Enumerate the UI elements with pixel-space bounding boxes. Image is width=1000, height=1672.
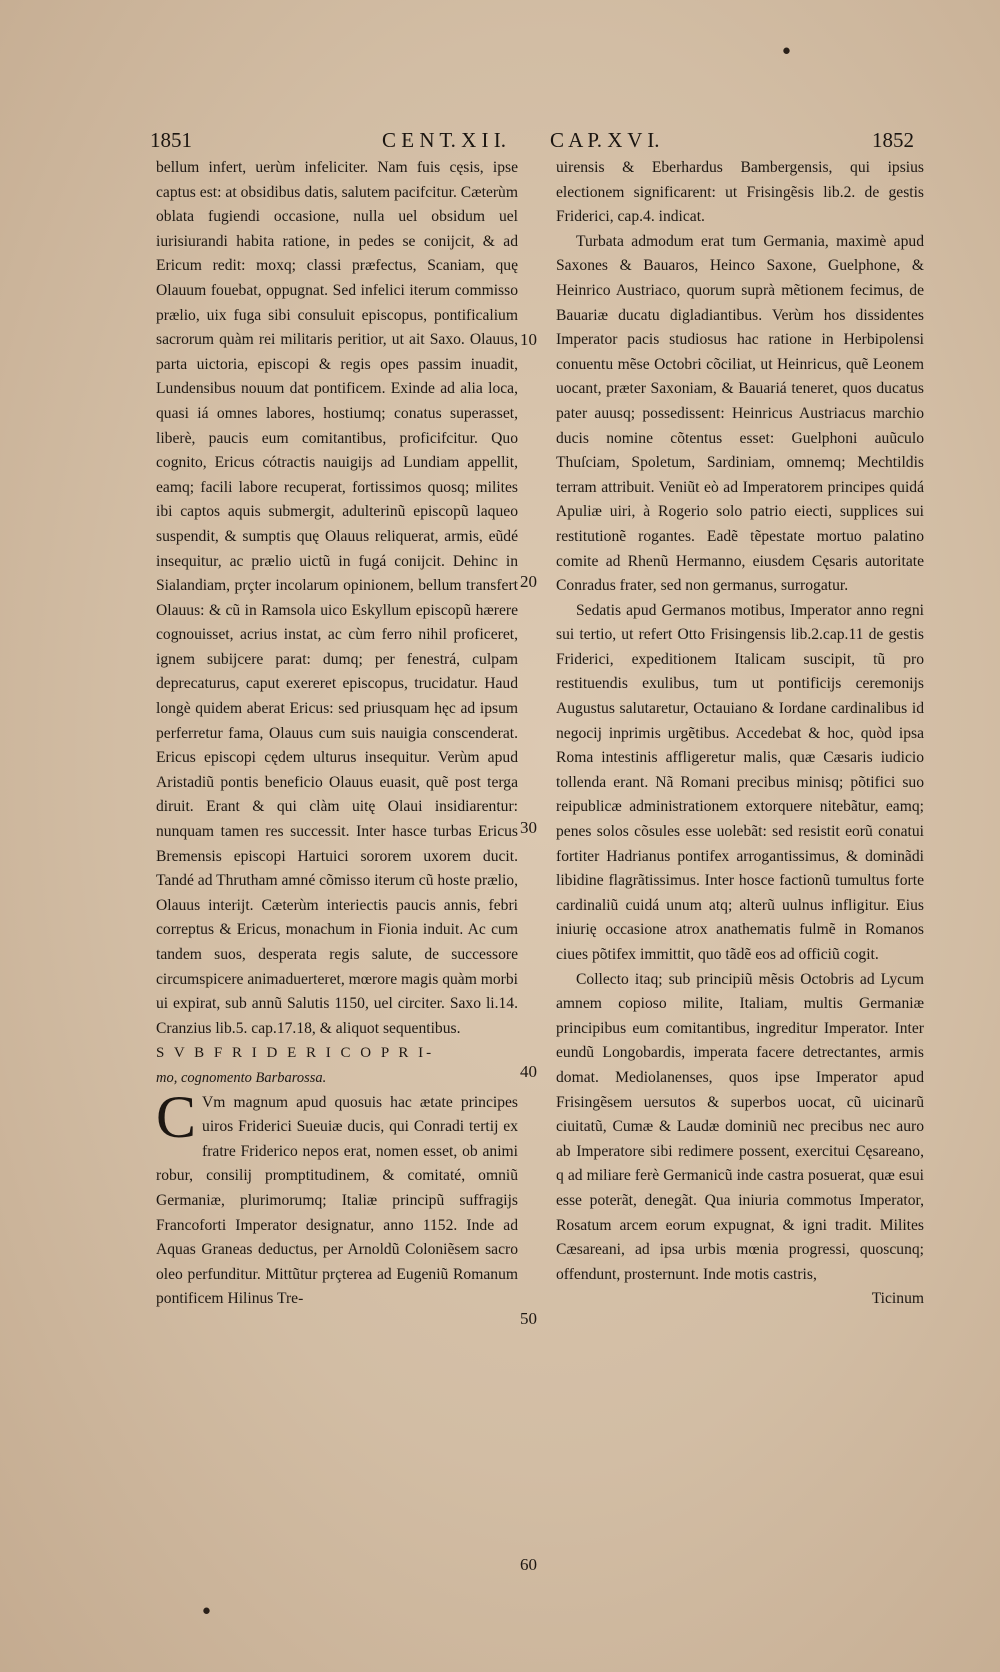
running-head bbox=[150, 128, 920, 158]
line-number-40: 40 bbox=[520, 1062, 537, 1081]
line-number-30: 30 bbox=[520, 818, 537, 837]
right-column bbox=[556, 156, 924, 1312]
line-number-60: 60 bbox=[520, 1555, 537, 1574]
right-paragraph-1: uirensis & Eberhardus Bambergensis, qui ipsius electionem significarent: ut Frisingẽsis lib.2. de gestis Friderici, cap.4. indicat. bbox=[556, 159, 924, 226]
right-paragraph-2: Turbata admodum erat tum Germania, maximè apud Saxones & Bauaros, Heinco Saxone, Guelphone, & Heinrico Austriaco, quorum suprà mẽtionem fecimus, de Bauariæ ducatu digladiantibus. Verùm hos dissidentes Imperator pacis studiosus hac ratione in Herbipolensi conuentu mẽse Octobri cõciliat, ut Heinricus, quẽ Leonem uocant, præter Saxoniam, & Bauariá teneret, quos ducatus pater auusq; possedissent: Heinricus Austriacus marchio ducis nomine cõtentus esset: Guelphoni auũculo Thuſciam, Spoletum, Sardiniam, omnemq; Mechtildis terram attribuit. Veniũt eò ad Imperatorem principes quidá Apuliæ uiri, à Rogerio solo patrio eiecti, supplices sui restitutionẽ rogantes. Eadẽ tẽpestate mortuo palatino comite ad Rhenũ Hermanno, eiusdem Cęsaris autoritate Conradus frater, sed non germanus, surrogatur. bbox=[556, 232, 924, 595]
line-number-10: 10 bbox=[520, 330, 537, 349]
century-label: C E N T. X I I. bbox=[382, 128, 507, 152]
right-page-number: 1852 bbox=[872, 128, 914, 152]
section-heading: S V B F R I D E R I C O P R I- bbox=[156, 1045, 435, 1062]
left-column bbox=[156, 156, 518, 1312]
section-subheading: mo, cognomento Barbarossa. bbox=[156, 1069, 327, 1086]
right-paragraph-4: Collecto itaq; sub principiũ mẽsis Octobris ad Lycum amnem copioso milite, Italiam, multis Germaniæ principibus eum comitantibus, ingreditur Imperator. Inter eundũ Longobardis, imperata facere detrectantes, armis domat. Mediolanenses, quos ipse Imperator apud Frisingẽsem uersutos & superbos uocat, cũ uicinarũ ciuitatũ, Cumæ & Laudæ dominiũ nec precibus nec auro ab Imperatore sibi redimere possent, exercitui Cęsareano, q ad miliare ferè Germanicũ inde castra posuerat, quæ esui esse poterãt, denegãt. Qua iniuria commotus Imperator, Rosatum arcem eorum expugnat, & igni tradit. Milites Cæsareani, ad ipsa urbis mœnia progressi, quoscunq; offendunt, prosternunt. Inde motis castris, bbox=[556, 970, 924, 1283]
left-paragraph-2-text: Vm magnum apud quosuis hac ætate principes uiros Friderici Sueuiæ ducis, qui Conradi tertij ex fratre Friderico nepos erat, nomen esset, ob animi robur, consilij promptitudinem, & comitaté, omniũ Germaniæ, plurimorumq; Italiæ principũ suffragijs Francoforti Imperator designatur, anno 1152. Inde ad Aquas Graneas deductus, per Arnoldũ Coloniẽsem sacro oleo perfunditur. Mittũtur prçterea ad Eugeniũ Romanum pontificem Hilinus Tre- bbox=[156, 1093, 518, 1308]
line-number-20: 20 bbox=[520, 572, 537, 591]
left-paragraph-2 bbox=[156, 1083, 518, 1312]
left-paragraph-1: bellum infert, uerùm infeliciter. Nam fuis cęsis, ipse captus est: at obsidibus datis, salutem pacifcitur. Cæterùm oblata fugiendi occasione, nulla uel obsidum uel iurisiurandi habita ratione, in pedes se conijcit, & ad Ericum redit: moxq; classi præfectus, Scaniam, quę Olauum fouebat, oppugnat. Sed infelici iterum commisso prælio, uix fuga sibi consuluit episcopus, pontificalium sacrorum quàm rei militaris peritior, ut ait Saxo. Olauus, parta uictoria, episcopi & regis opes passim inuadit, Lundensibus nouum dat pontificem. Exinde ad alia loca, quasi iá omnes labores, hostiumq; conatus superasset, liberè, paucis eum comitantibus, proficifcitur. Quo cognito, Ericus cótractis nauigijs ad Lundiam appellit, eamq; facili labore recuperat, fortissimos quosq; milites ibi captos aquis submergit, adulterinũ episcopũ laqueo suspendit, & sumptis quę Olauus reliquerat, armis, eũdé insequitur, ac prælio uictũ in fugá conijcit. Dehinc in Sialandiam, prçter incolarum opinionem, bellum transfert Olauus: & cũ in Ramsola uico Eskyllum episcopũ hærere cognouisset, acrius instat, ac cùm ferro nihil proficeret, ignem subijcere parat: dumq; per fenestrá, culpam deprecaturus, caput exereret episcopus, trucidatur. Haud longè quidem aberat Ericus: sed priusquam hęc ad ipsum perferretur fama, Olauus cum suis nauigia conscenderat. Ericus episcopi cędem ulturus insequitur. Verùm apud Aristadiũ pontis beneficio Olauus euasit, quẽ post terga diruit. Erant & qui clàm uitę Olaui insidiarentur: nunquam tamen res successit. Inter hasce turbas Ericus Bremensis episcopi Hartuici sororem uxorem ducit. Tandé ad Thrutham amné cõmisso iterum cũ hoste prælio, Olauus interijt. Cæterùm interiectis paucis annis, febri correptus & Ericus, monachum in Fionia induit. Ac cum tandem suos, desperata regis salute, de successore circumspicere animaduerteret, mœrore magis quàm morbi ui expirat, sub annũ Salutis 1150, uel circiter. Saxo li.14. Cranzius lib.5. cap.17.18, & aliquot sequentibus. bbox=[156, 159, 518, 1037]
drop-capital: C bbox=[156, 1083, 197, 1150]
right-paragraph-3: Sedatis apud Germanos motibus, Imperator anno regni sui tertio, ut refert Otto Frisingensis lib.2.cap.11 de gestis Friderici, expeditionem Italicam suscipit, tũ pro restituendis exulibus, tum ut pontificijs ceremonijs Augustus salutaretur, Octauiano & Iordane cardinalibus id negocij inprimis urgẽtibus. Accedebat & hoc, quòd ipsa Roma intestinis affligeretur malis, quæ Cæsaris iudicio tollenda erant. Nã Romani precibus minisq; põtifici suo reipublicæ administrationem extorquere nitebãtur, eamq; penes solos cõsules esse uolebãt: sed resistit eorũ conatui fortiter Hadrianus pontifex arrogantissimus, & dominãdi libidine flagrãtissimus. Inter hosce factionũ tumultus forte cardinaliũ cuidá unum atq; alterũ uulnus infligitur. Eius iniurię occasione atrox anathematis fulmẽ in Romanos ciues põtifex immittit, quo tãdẽ eos ad officiũ cogit. bbox=[556, 601, 924, 963]
ink-mark: • bbox=[780, 40, 793, 65]
chapter-label: C A P. X V I. bbox=[550, 128, 660, 152]
catchword: Ticinum bbox=[871, 1290, 924, 1308]
left-page-number: 1851 bbox=[150, 128, 192, 152]
line-number-50: 50 bbox=[520, 1309, 537, 1328]
ink-mark: • bbox=[200, 1600, 213, 1625]
